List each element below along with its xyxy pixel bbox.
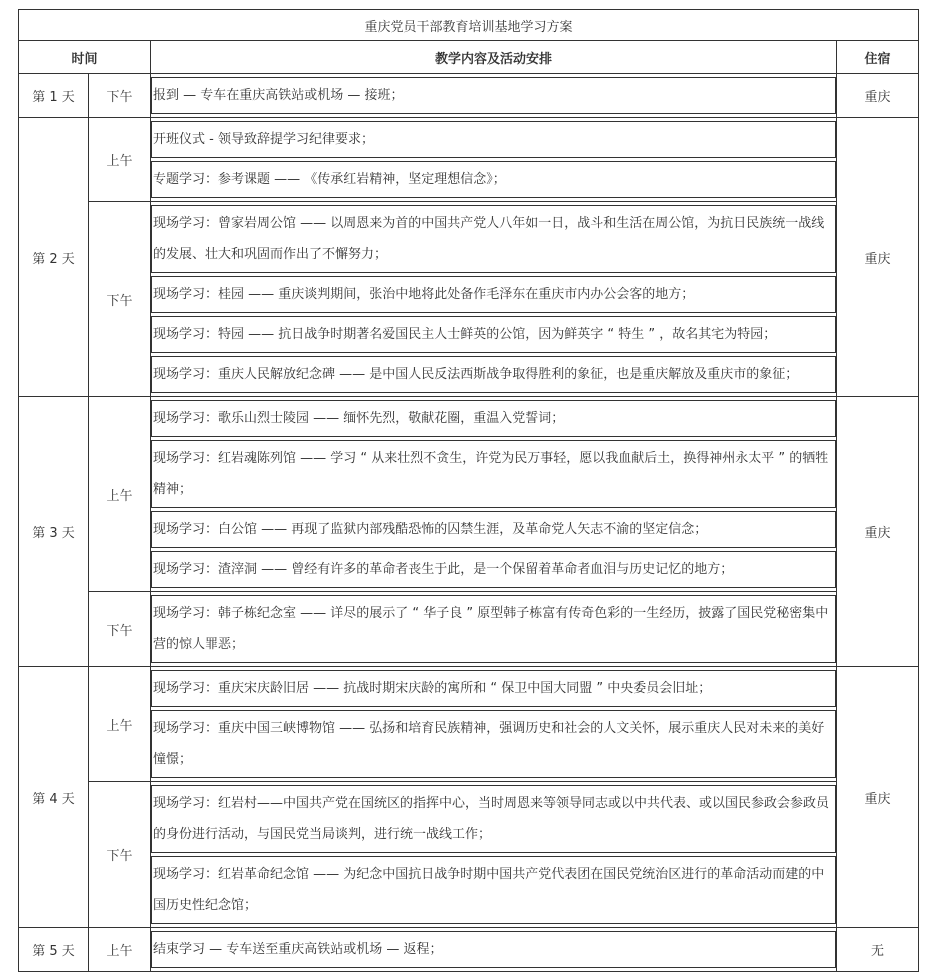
period-label: 下午 [89,782,151,928]
activity-item: 现场学习：白公馆 —— 再现了监狱内部残酷恐怖的囚禁生涯，及革命党人矢志不渝的坚定信念； [151,511,836,548]
stay-label: 无 [837,928,919,972]
activity-item: 现场学习：红岩村——中国共产党在国统区的指挥中心，当时周恩来等领导同志或以中共代表、或以国民参政会参政员的身份进行活动，与国民党当局谈判，进行统一战线工作； [151,785,836,853]
period-label: 下午 [89,74,151,118]
activity-item: 现场学习：重庆人民解放纪念碑 —— 是中国人民反法西斯战争取得胜利的象征，也是重庆解放及重庆市的象征； [151,356,836,393]
activity-item: 专题学习：参考课题 —— 《传承红岩精神，坚定理想信念》； [151,161,836,198]
activity-item: 现场学习：歌乐山烈士陵园 —— 缅怀先烈，敬献花圈，重温入党誓词； [151,400,836,437]
activity-item: 开班仪式 - 领导致辞提学习纪律要求； [151,121,836,158]
stay-label: 重庆 [837,397,919,667]
activity-item: 现场学习：重庆宋庆龄旧居 —— 抗战时期宋庆龄的寓所和 “ 保卫中国大同盟 ” 中央委员会旧址； [151,670,836,707]
day-label: 第 4 天 [19,667,89,928]
period-label: 上午 [89,118,151,202]
stay-label: 重庆 [837,118,919,397]
header-content: 教学内容及活动安排 [151,41,837,74]
period-label: 下午 [89,202,151,397]
day-1-row [19,74,919,118]
stay-label: 重庆 [837,667,919,928]
activity-item: 现场学习：重庆中国三峡博物馆 —— 弘扬和培育民族精神，强调历史和社会的人文关怀，展示重庆人民对未来的美好憧憬； [151,710,836,778]
activity-item: 报到 — 专车在重庆高铁站或机场 — 接班； [151,77,836,114]
day-label: 第 5 天 [19,928,89,972]
day-label: 第 2 天 [19,118,89,397]
day-2-row-pm [19,202,919,397]
day-4-row-am [19,667,919,782]
day-2-row-am [19,118,919,202]
activity-item: 现场学习：桂园 —— 重庆谈判期间，张治中地将此处备作毛泽东在重庆市内办公会客的地方； [151,276,836,313]
day-label: 第 3 天 [19,397,89,667]
header-time: 时间 [19,41,151,74]
activity-item: 现场学习：渣滓洞 —— 曾经有许多的革命者丧生于此，是一个保留着革命者血泪与历史记忆的地方； [151,551,836,588]
activity-item: 现场学习：曾家岩周公馆 —— 以周恩来为首的中国共产党人八年如一日，战斗和生活在周公馆，为抗日民族统一战线的发展、壮大和巩固而作出了不懈努力； [151,205,836,273]
period-label: 上午 [89,928,151,972]
period-label: 上午 [89,397,151,592]
stay-label: 重庆 [837,74,919,118]
activity-item: 现场学习：韩子栋纪念室 —— 详尽的展示了 “ 华子良 ” 原型韩子栋富有传奇色彩的一生经历，披露了国民党秘密集中营的惊人罪恶； [151,595,836,663]
period-label: 上午 [89,667,151,782]
activity-item: 现场学习：红岩革命纪念馆 —— 为纪念中国抗日战争时期中国共产党代表团在国民党统治区进行的革命活动而建的中国历史性纪念馆； [151,856,836,924]
day-4-row-pm [19,782,919,928]
period-label: 下午 [89,592,151,667]
header-stay: 住宿 [837,41,919,74]
schedule-table [18,9,919,972]
day-5-row [19,928,919,972]
day-label: 第 1 天 [19,74,89,118]
activity-item: 结束学习 — 专车送至重庆高铁站或机场 — 返程； [151,931,836,968]
activity-item: 现场学习：红岩魂陈列馆 —— 学习 “ 从来壮烈不贪生，许党为民万事轻，愿以我血献后土，换得神州永太平 ” 的牺牲精神； [151,440,836,508]
activity-item: 现场学习：特园 —— 抗日战争时期著名爱国民主人士鲜英的公馆，因为鲜英字 “ 特生 ” ，故名其宅为特园； [151,316,836,353]
table-title: 重庆党员干部教育培训基地学习方案 [19,10,919,41]
day-3-row-pm [19,592,919,667]
day-3-row-am [19,397,919,592]
